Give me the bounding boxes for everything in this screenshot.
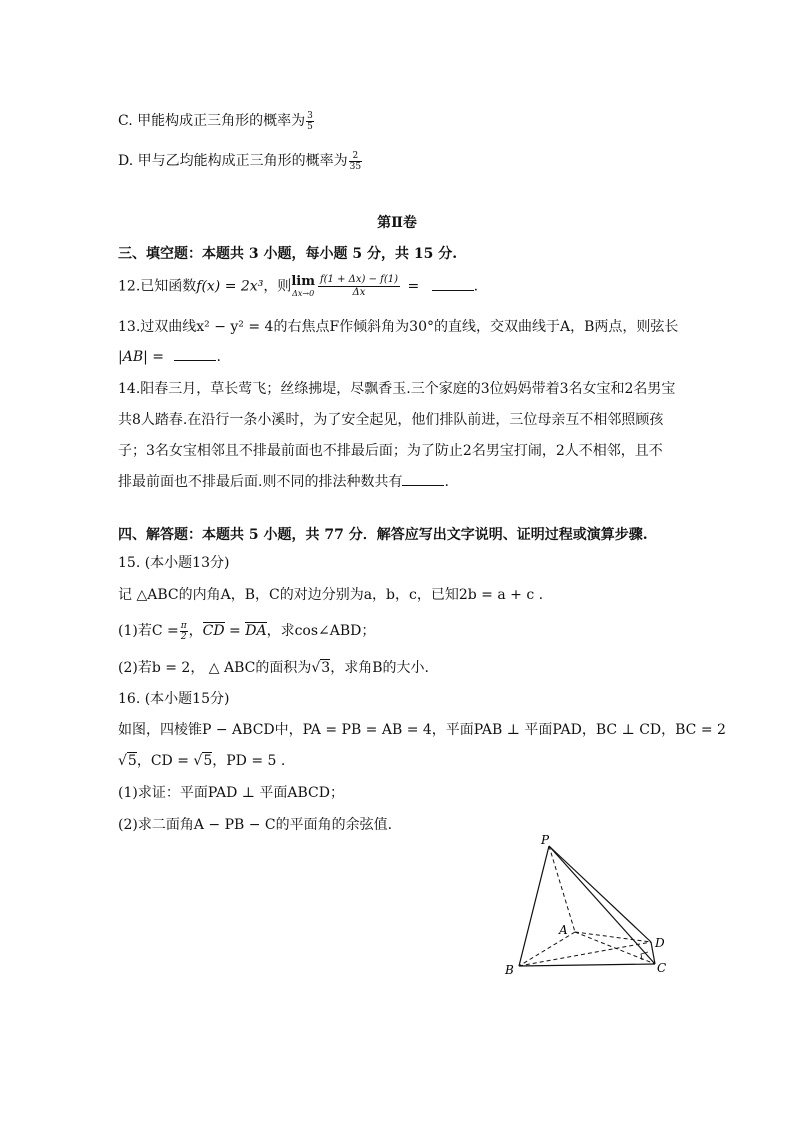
label-d: D <box>655 936 665 950</box>
question-14-line2: 共8人踏春.在沿行一条小溪时，为了安全起见，他们排队前进，三位母亲互不相邻照顾孩 <box>118 412 664 428</box>
option-d-text: D. 甲与乙均能构成正三角形的概率为 <box>118 153 348 169</box>
q13-answer-blank[interactable] <box>174 348 216 361</box>
q12-answer-blank[interactable] <box>432 278 474 291</box>
q12-limit: lim Δx→0 <box>291 273 315 298</box>
q12-mid: ，则 <box>263 278 292 295</box>
label-p: P <box>541 833 550 847</box>
q12-equals: = <box>403 278 420 295</box>
right-angle-mark <box>641 952 648 960</box>
label-c: C <box>657 961 667 975</box>
option-d <box>118 150 363 172</box>
label-b: B <box>505 963 514 977</box>
edge-pc <box>549 846 655 964</box>
q12-fraction: $\frac{f(1 + \Delta x) - f(1)}{\Delta x}$ <box>319 274 399 298</box>
section3-heading: 三、填空题：本题共 3 小题，每小题 5 分，共 15 分. <box>118 246 458 262</box>
question-12: 12.已知函数f(x) = 2x³，则 lim Δx→0 $\frac{f(1 + \Delta x) - f(1)}{\Delta x}$ = . <box>118 273 479 298</box>
section4-heading: 四、解答题：本题共 5 小题，共 77 分．解答应写出文字说明、证明过程或演算步骤. <box>118 527 648 543</box>
question-13-line1: 13.过双曲线x² − y² = 4的右焦点F作倾斜角为30°的直线，交双曲线于A，B两点，则弦长 <box>118 319 679 335</box>
edge-pb <box>519 846 549 966</box>
question-16-line2: √5，CD = √5，PD = 5 . <box>118 753 286 769</box>
vector-da: DA <box>245 623 267 639</box>
question-14-line3: 子；3名女宝相邻且不排最前面也不排最后面；为了防止2名男宝打闹，2人不相邻，且不 <box>118 443 663 459</box>
question-15-part2: (2)若b = 2， △ ABC的面积为√3，求角B的大小. <box>118 660 429 676</box>
label-a: A <box>559 923 568 937</box>
question-16-part2: (2)求二面角A − PB − C的平面角的余弦值. <box>118 817 393 833</box>
edge-ad <box>575 932 651 942</box>
question-15-header: 15. (本小题13分) <box>118 555 230 571</box>
question-14-line1: 14.阳春三月，草长莺飞；丝绦拂堤，尽飘香玉.三个家庭的3位妈妈带着3名女宝和2名男宝 <box>118 381 676 397</box>
part2-title: 第Ⅱ卷 <box>377 215 417 231</box>
q12-function: f(x) = 2x³ <box>196 278 264 295</box>
question-16-part1: (1)求证：平面PAD ⊥ 平面ABCD； <box>118 785 344 801</box>
question-14-line4: 排最前面也不排最后面.则不同的排法种数共有 . <box>118 474 449 490</box>
vector-cd: CD <box>202 623 225 639</box>
question-13-line2: |AB| = . <box>118 349 221 365</box>
q14-answer-blank[interactable] <box>402 473 444 486</box>
option-d-fraction: $\frac{2}{35}$ <box>349 150 362 172</box>
question-16-line1: 如图，四棱锥P − ABCD中，PA = PB = AB = 4，平面PAB ⊥ 平面PAD，BC ⊥ CD，BC = 2 <box>118 722 726 738</box>
question-15-stem: 记 △ABC的内角A，B，C的对边分别为a，b，c，已知2b = a + c . <box>118 587 544 603</box>
option-c-fraction: $\frac{3}{5}$ <box>307 110 313 132</box>
question-15-part1: (1)若C = $\frac{\pi}{2}$ ，CD = DA，求cos∠ABD； <box>118 620 376 642</box>
option-c-text: C. 甲能构成正三角形的概率为 <box>118 113 306 129</box>
edge-ac <box>575 932 655 964</box>
sqrt-symbol: √ <box>311 660 321 676</box>
q15-pi-fraction: $\frac{\pi}{2}$ <box>180 620 187 642</box>
q12-prefix: 12.已知函数 <box>118 278 197 295</box>
edge-bc <box>519 964 655 966</box>
option-c <box>118 110 315 132</box>
pyramid-figure <box>495 830 685 990</box>
question-16-header: 16. (本小题15分) <box>118 691 230 707</box>
